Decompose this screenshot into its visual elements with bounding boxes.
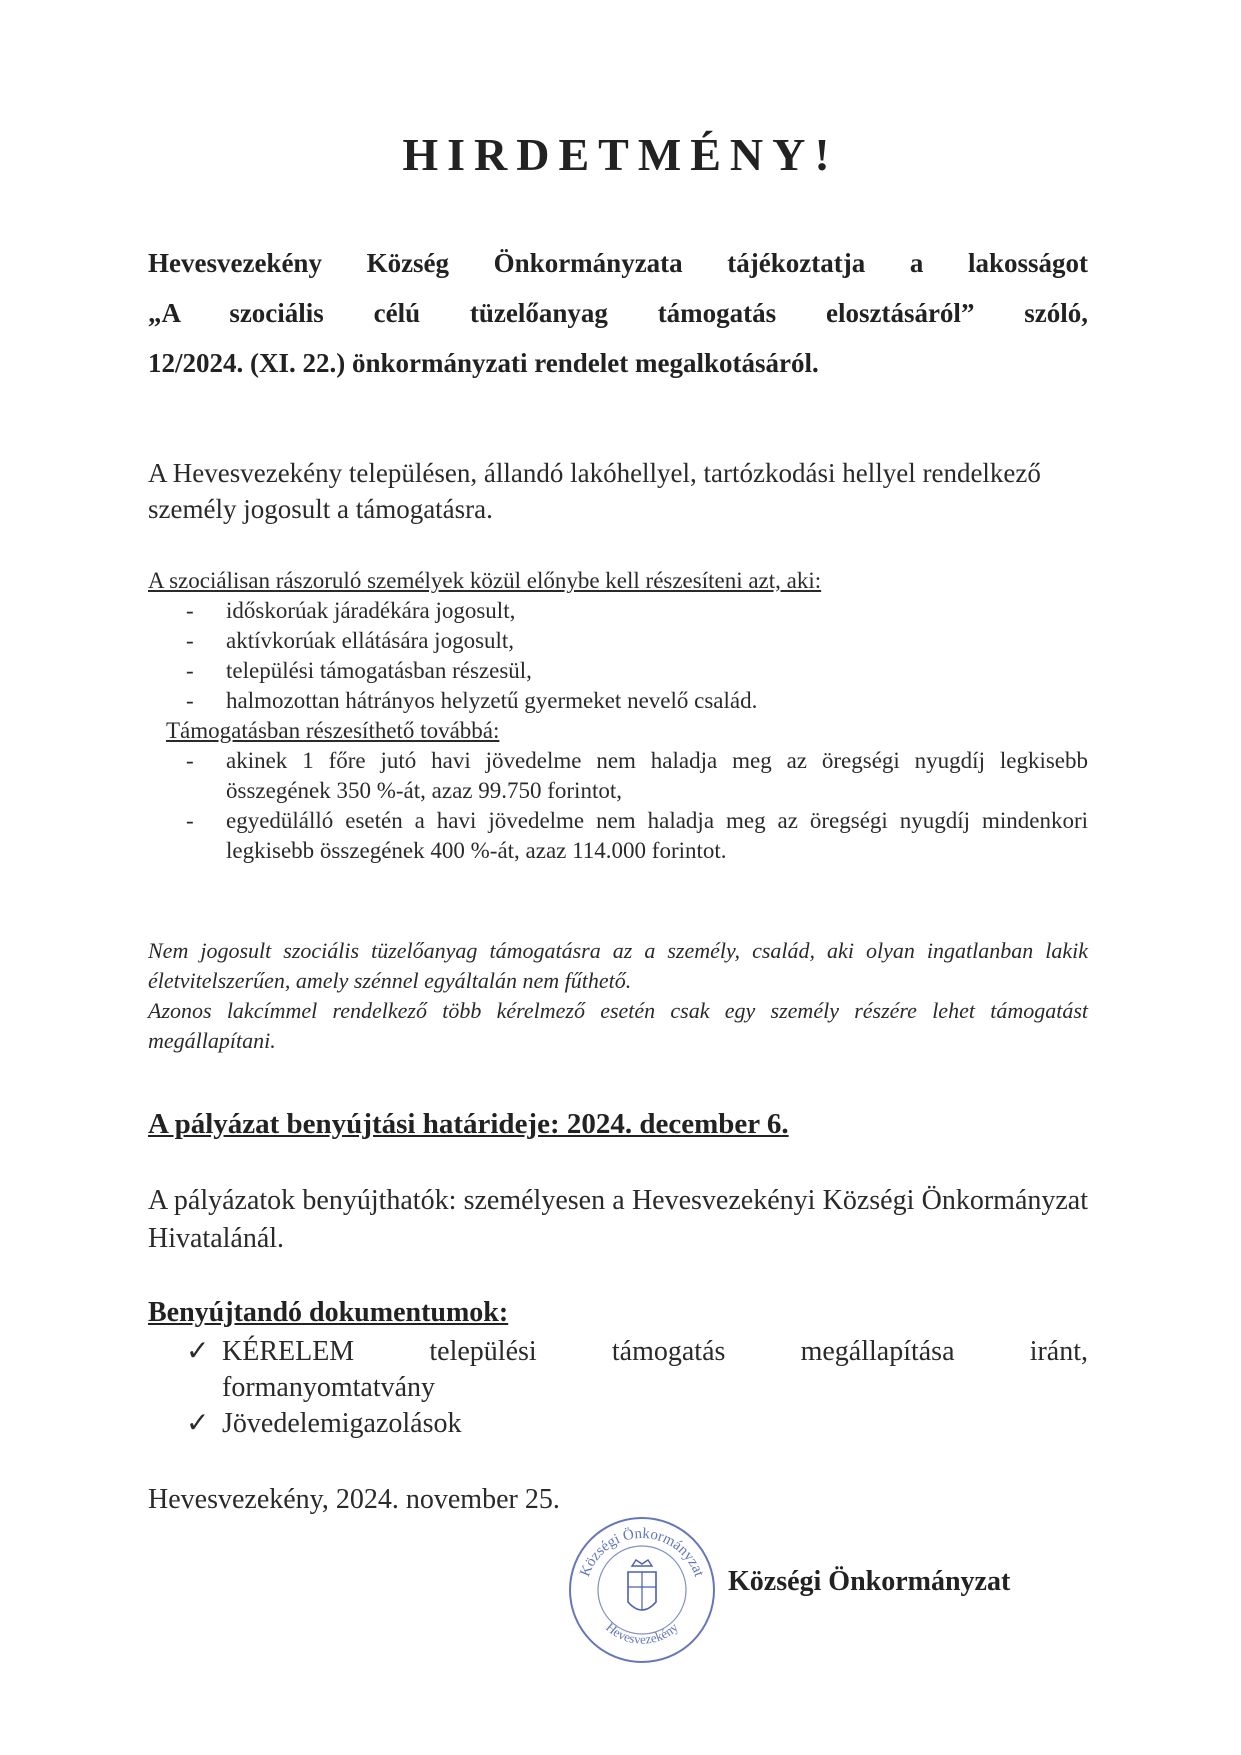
signature-line: Községi Önkormányzat bbox=[728, 1566, 1011, 1597]
intro-line-1: Hevesvezekény Község Önkormányzata tájékoztatja a lakosságot bbox=[148, 248, 1088, 278]
intro-line-2: „A szociális célú tüzelőanyag támogatás elosztásáról” szóló, bbox=[148, 298, 1088, 328]
list-item bbox=[186, 1334, 1088, 1406]
seal-text-top: Községi Önkormányzat bbox=[577, 1525, 707, 1579]
place-date: Hevesvezekény, 2024. november 25. bbox=[148, 1484, 560, 1515]
list-item: - aktívkorúak ellátására jogosult, bbox=[186, 626, 1088, 656]
svg-text:Hevesvezekény bbox=[603, 1619, 681, 1647]
list-item: - egyedülálló esetén a havi jövedelme nem haladja meg az öregségi nyugdíj mindenkori legkisebb összegének 400 %-át, azaz 114.000 forintot. bbox=[186, 806, 1088, 866]
intro-line-3: 12/2024. (XI. 22.) önkormányzati rendelet megalkotásáról. bbox=[148, 348, 819, 378]
seal-text-bottom: Hevesvezekény bbox=[603, 1619, 681, 1647]
intro-paragraph bbox=[148, 238, 1088, 388]
list-item: - települési támogatásban részesül, bbox=[186, 656, 1088, 686]
document-item-line-1: KÉRELEM települési támogatás megállapítása iránt, bbox=[222, 1336, 1088, 1367]
checkmark-icon: ✓ bbox=[186, 1408, 210, 1439]
document-title: HIRDETMÉNY! bbox=[402, 129, 839, 180]
preference-list bbox=[148, 596, 1088, 716]
document-item-2: Jövedelemigazolások bbox=[222, 1408, 462, 1439]
submission-paragraph: A pályázatok benyújthatók: személyesen a Hevesvezekényi Községi Önkormányzat Hivatalánál. bbox=[148, 1185, 1088, 1254]
list-item: - halmozottan hátrányos helyzetű gyermeket nevelő család. bbox=[186, 686, 1088, 716]
note-line-1: Nem jogosult szociális tüzelőanyag támogatásra az a személy, család, aki olyan ingatlanban lakik életvitelszerűen, amely szénnel egyáltalán nem fűthető. bbox=[148, 938, 1088, 993]
preference-heading: A szociálisan rászoruló személyek közül előnybe kell részesíteni azt, aki: bbox=[148, 568, 822, 593]
official-seal-icon bbox=[562, 1510, 722, 1670]
list-item: - időskorúak járadékára jogosult, bbox=[186, 596, 1088, 626]
eligibility-paragraph: A Hevesvezekény településen, állandó lakóhellyel, tartózkodási hellyel rendelkező személy jogosult a támogatásra. bbox=[148, 458, 1041, 524]
list-item: - akinek 1 főre jutó havi jövedelme nem haladja meg az öregségi nyugdíj legkisebb összegének 350 %-át, azaz 99.750 forintot, bbox=[186, 746, 1088, 806]
documents-list bbox=[186, 1334, 1088, 1442]
list-item bbox=[186, 1406, 1088, 1442]
criteria-section bbox=[148, 566, 1088, 866]
further-heading: Támogatásban részesíthető továbbá: bbox=[166, 718, 500, 743]
note-line-2: Azonos lakcímmel rendelkező több kérelmező esetén csak egy személy részére lehet támogatást megállapítani. bbox=[148, 998, 1088, 1053]
notes-paragraph bbox=[148, 936, 1088, 1056]
deadline-heading: A pályázat benyújtási határideje: 2024. december 6. bbox=[148, 1108, 789, 1140]
checkmark-icon: ✓ bbox=[186, 1336, 210, 1367]
document-item-line-2: formanyomtatvány bbox=[222, 1372, 436, 1403]
further-list bbox=[148, 746, 1088, 866]
documents-heading: Benyújtandó dokumentumok: bbox=[148, 1297, 509, 1328]
